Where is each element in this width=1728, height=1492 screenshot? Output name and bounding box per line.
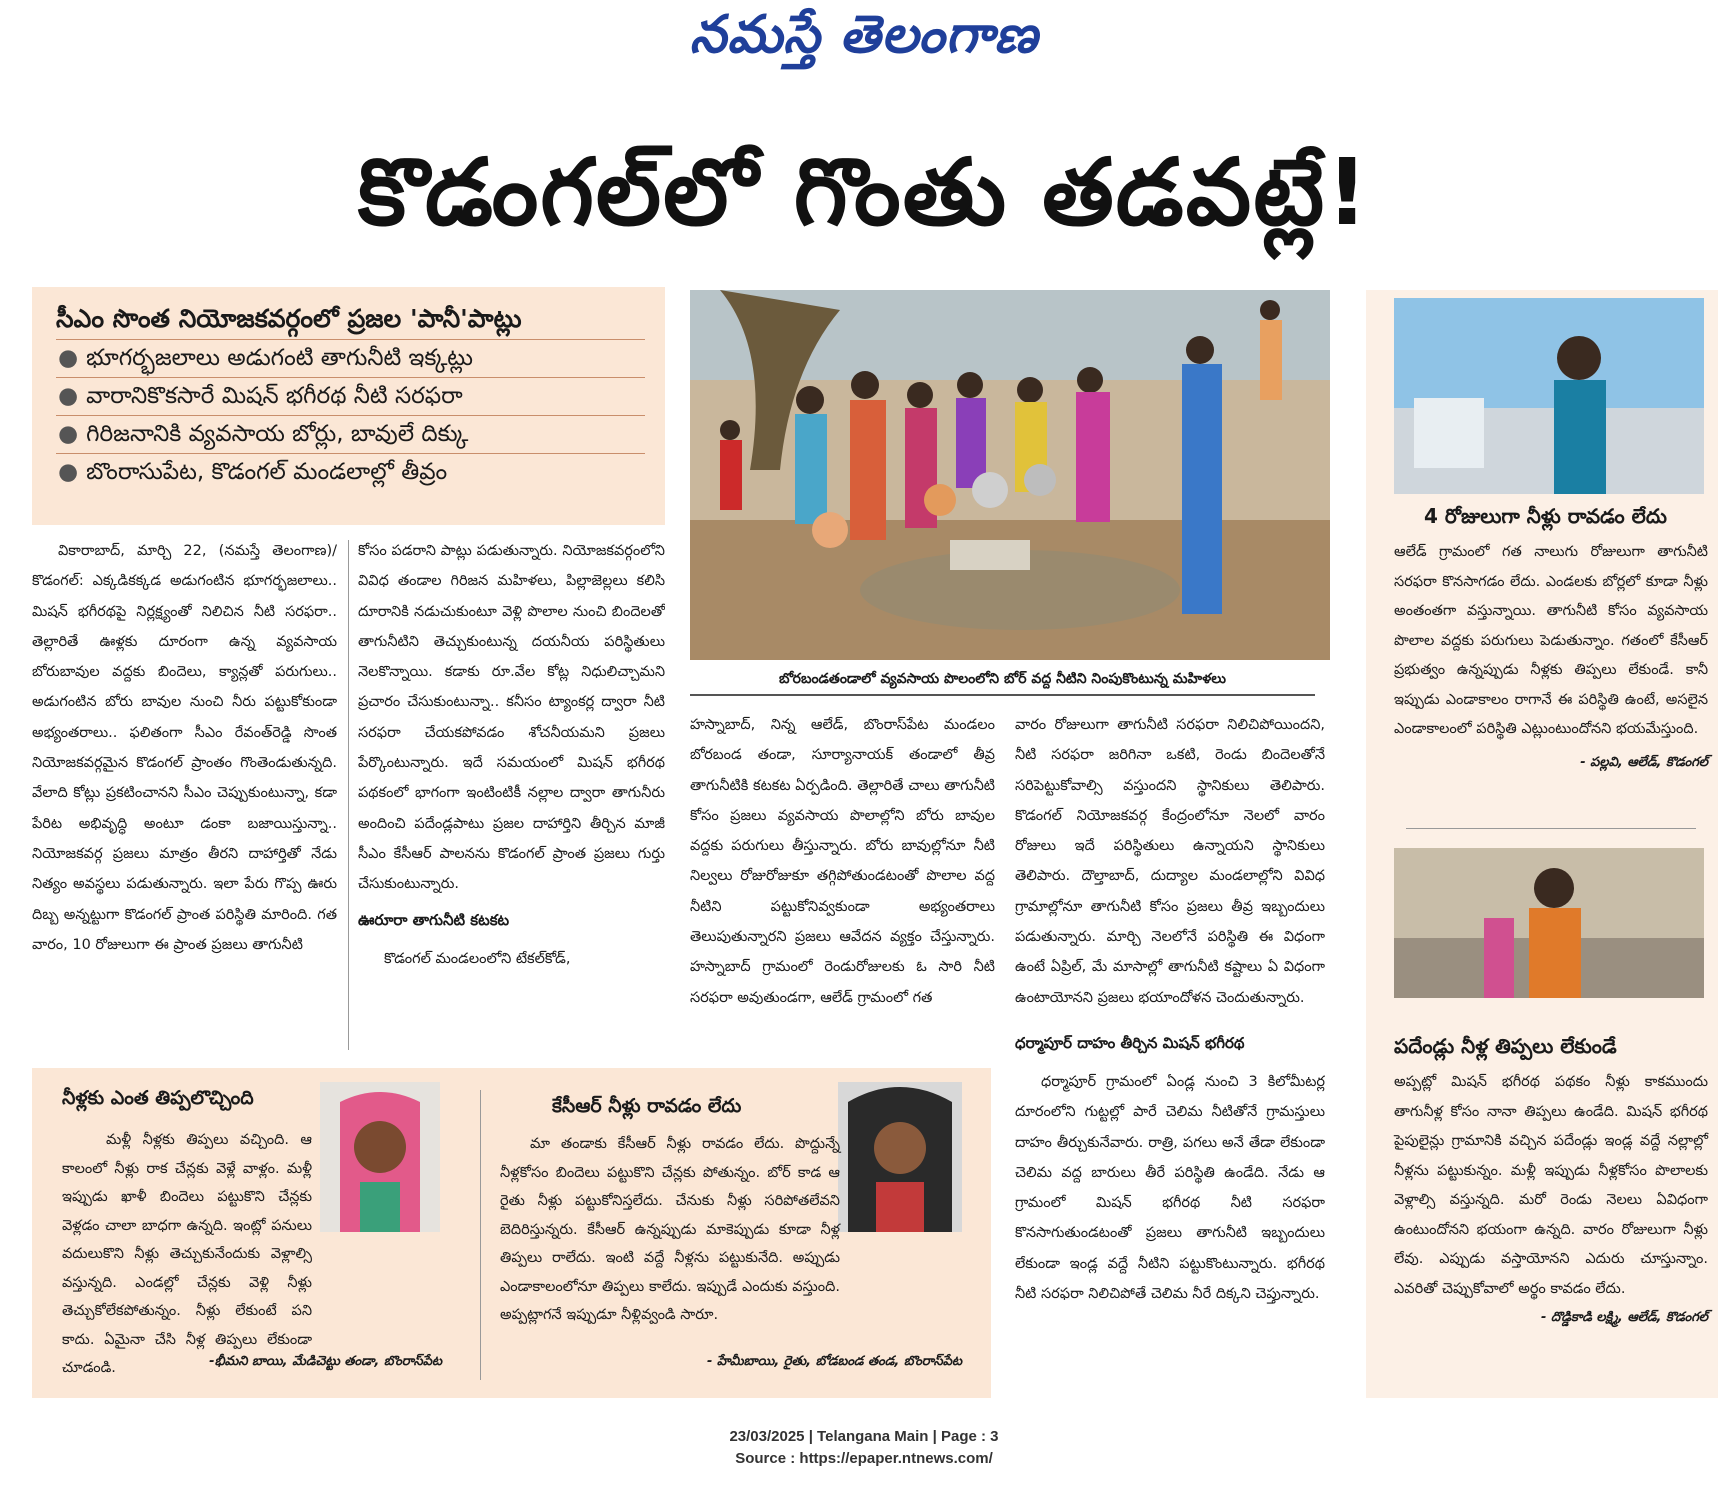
article-text: కొడంగల్ మండలంలోని టేకల్‌కోడ్,: [384, 950, 571, 967]
quote-heading: కేసీఆర్ నీళ్లు రావడం లేదు: [552, 1095, 742, 1117]
quote-heading: 4 రోజులుగా నీళ్లు రావడం లేదు: [1424, 504, 1667, 528]
article-text: కోసం పడరాని పాట్లు పడుతున్నారు. నియోజకవర్గంలోని వివిధ తండాల గిరిజన మహిళలు, పిల్లాజెల్లలు కలిసి దూరానికి నడుచుకుంటూ వెళ్లి పొలాల నుంచి బిందెలతో తాగునీటిని తెచ్చుకుంటున్న దయనీయ పరిస్థితులు నెలకొన్నాయి. కడాకు రూ.వేల కోట్ల నిధులిచ్చామని ప్రచారం చేసుకుంటున్నా.. కనీసం ట్యాంకర్ల ద్వారా నీటి సరఫరా చేయకపోవడం శోచనీయమని ప్రజలు పేర్కొంటున్నారు. ఇదే సమయంలో మిషన్ భగీరథ పథకంలో భాగంగా ఇంటింటికీ నల్లాల ద్వారా తాగునీరు అందించి పదేండ్లపాటు ప్రజల దాహార్తిని తీర్చిన మాజీ సీఎం కేసీఆర్ పాలనను కొడంగల్ ప్రాంత ప్రజలు గుర్తు చేసుకుంటున్నారు.: [358, 543, 665, 893]
right-panel: [1366, 290, 1718, 1398]
portrait-photo-2: [1394, 848, 1704, 998]
photo-caption: బోరబండతండాలో వ్యవసాయ పొలంలోని బోర్ వద్ద నీటిని నింపుకొంటున్న మహిళలు: [690, 662, 1315, 696]
highlights-box: [32, 287, 665, 525]
quote-signature: -భీమని బాయి, మేడిచెట్టు తండా, బొంరాస్‌పేట: [209, 1354, 442, 1369]
footer-date-line: 23/03/2025 | Telangana Main | Page : 3: [729, 1428, 999, 1445]
highlight-item: ● గిరిజనానికి వ్యవసాయ బోర్లు, బావులే దిక్కు: [56, 415, 645, 453]
panel-divider: [1406, 828, 1696, 829]
highlight-item: ● బొంరాసుపేట, కొడంగల్ మండలాల్లో తీవ్రం: [56, 453, 645, 491]
quote-signature: - దొడ్డికాడి లక్ష్మి, ఆలేడ్, కొడంగల్: [1540, 1310, 1708, 1325]
quotes-box: [32, 1068, 991, 1398]
quote-1: [1394, 502, 1708, 773]
main-photo: [690, 290, 1330, 660]
highlight-item: ● భూగర్భజలాలు అడుగంటి తాగునీటి ఇక్కట్లు: [56, 339, 645, 377]
quote-2: [1394, 1032, 1708, 1328]
quote-text: మళ్లీ నీళ్లకు తిప్పలు వచ్చింది. ఆ కాలంలో నీళ్లు రాక చేన్లకు వెళ్లే వాళ్లం. మళ్లీ ఇప్పుడు ఖాళీ బిందెలు పట్టుకొని చేన్లకు వెళ్లడం చాలా బాధగా ఉన్నది. ఇంట్లో పనులు వదులుకొని నీళ్లు తెచ్చుకునేందుకు వెళ్లాల్సి వస్తున్నది. ఎండల్లో చేన్లకు వెళ్లి నీళ్లు తెచ్చుకోలేకపోతున్నం. నీళ్లు లేకుంటే పని కాదు. ఏమైనా చేసి నీళ్ల తిప్పలు లేకుండా చూడండి.: [62, 1132, 312, 1376]
quote-signature: - హేమీబాయి, రైతు, బోడబండ తండ, బొంరాస్‌పేట: [706, 1354, 962, 1369]
quote-heading: పదేండ్లు నీళ్ల తిప్పలు లేకుండే: [1394, 1034, 1617, 1058]
quote-text: మా తండాకు కేసీఆర్ నీళ్లు రావడం లేదు. పొద్దున్నే నీళ్లకోసం బిందెలు పట్టుకొని చేన్లకు పోతున్నం. బోర్ కాడ ఆ రైతు నీళ్లు పట్టుకోనిస్తలేదు. చేనుకు నీళ్లు సరిపోతలేవని బెదిరిస్తున్నరు. కేసీఆర్ ఉన్నప్పుడు మాకెప్పుడు కూడా నీళ్ల తిప్పలు రాలేదు. ఇంటి వద్దే నీళ్లను పట్టుకునేది. అప్పుడు ఎండాకాలంలోనూ తిప్పలు కాలేదు. ఇప్పుడే ఎందుకు వస్తుంది. అప్పట్లాగనే ఇప్పుడూ నీళ్లివ్వండి సారూ.: [500, 1136, 840, 1323]
quote-text: ఆలేడ్ గ్రామంలో గత నాలుగు రోజులుగా తాగునీటి సరఫరా కొనసాగడం లేదు. ఎండలకు బోర్లలో కూడా నీళ్లు అంతంతగా వస్తున్నాయి. తాగునీటి కోసం వ్యవసాయ పొలాల వద్దకు పరుగులు పెడుతున్నాం. గతంలో కేసీఆర్ ప్రభుత్వం ఉన్నప్పుడు నీళ్లకు తిప్పలు లేకుండే. కానీ ఇప్పుడు ఎండాకాలం రాగానే ఈ పరిస్థితి ఉంటే, అసలైన ఎండాకాలంలో పరిస్థితి ఎట్లుంటుందోనని భయమేస్తుంది.: [1394, 544, 1708, 737]
footer-source-link[interactable]: Source : https://epaper.ntnews.com/: [735, 1450, 993, 1467]
quote-signature: - పల్లవి, ఆలేడ్, కొడంగల్: [1580, 754, 1708, 770]
article-column-2: [358, 536, 665, 1052]
highlight-item: ● వారానికొకసారే మిషన్ భగీరథ నీటి సరఫరా: [56, 377, 645, 415]
column-divider: [348, 540, 349, 1050]
portrait-photo-1: [1394, 298, 1704, 494]
quote-divider: [480, 1090, 481, 1380]
article-column-3: [690, 710, 995, 1055]
article-text: హస్నాబాద్, నిన్న ఆలేడ్, బొంరాస్‌పేట మండలం బోరబండ తండా, సూర్యానాయక్ తండాలో తీవ్ర తాగునీటికి కటకట ఏర్పడింది. తెల్లారితే చాలు తాగునీటి కోసం ప్రజలు వ్యవసాయ పొలాల్లోని బోరు బావుల వద్దకు పరుగులు తీస్తున్నారు. బోరు బావుల్లోనూ నీటి నిల్వలు రోజురోజుకూ తగ్గిపోతుండటంతో పొలాల వద్ద నీటిని పట్టుకోనివ్వకుండా అభ్యంతరాలు తెలుపుతున్నారని ప్రజలు ఆవేదన వ్యక్తం చేస్తున్నారు. హస్నాబాద్ గ్రామంలో రెండురోజులకు ఓ సారి నీటి సరఫరా అవుతుండగా, ఆలేడ్ గ్రామంలో గత: [690, 717, 995, 1006]
portrait-photo-4: [838, 1082, 962, 1232]
highlights-title: సీఎం సొంత నియోజకవర్గంలో ప్రజల 'పానీ'పాట్లు: [56, 304, 522, 333]
article-column-4: [1015, 710, 1325, 1400]
quote-text: అప్పట్లో మిషన్ భగీరథ పథకం నీళ్లు కాకముందు తాగునీళ్ల కోసం నానా తిప్పలు ఉండేది. మిషన్ భగీరథ పైపులైన్లు గ్రామానికి వచ్చిన పదేండ్లు ఇండ్ల వద్దే నల్లాల్లో నీళ్లను పట్టుకున్నం. మళ్లీ ఇప్పుడు నీళ్లకోసం పొలాలకు వెళ్లాల్సి వస్తున్నది. మరో రెండు నెలలు ఏవిధంగా ఉంటుందోనని భయంగా ఉన్నది. వారం రోజులుగా నీళ్లు లేవు. ఎప్పుడు వస్తాయోనని ఎదురు చూస్తున్నాం. ఎవరితో చెప్పుకోవాలో అర్థం కావడం లేదు.: [1394, 1074, 1708, 1297]
article-text: ధర్మాపూర్ గ్రామంలో ఏండ్ల నుంచి 3 కిలోమీటర్ల దూరంలోని గుట్టల్లో పారే చెలిమ నీటితోనే గ్రామస్తులు దాహం తీర్చుకునేవారు. రాత్రి, పగలు అనే తేడా లేకుండా చెలిమ వద్ద బారులు తీరే పరిస్థితి ఉండేది. నేడు ఆ గ్రామంలో మిషన్ భగీరథ నీటి సరఫరా కొనసాగుతుండటంతో ప్రజలు తాగునీటి ఇబ్బందులు లేకుండా ఇండ్ల వద్దే నీటిని పట్టుకొంటున్నారు. భగీరథ నీటి సరఫరా నిలిచిపోతే చెలిమ నీరే దిక్కని చెప్తున్నారు.: [1015, 1073, 1325, 1303]
article-text: వారం రోజులుగా తాగునీటి సరఫరా నిలిచిపోయిందని, నీటి సరఫరా జరిగినా ఒకటి, రెండు బిందెలతోనే సరిపెట్టుకోవాల్సి వస్తుందని స్థానికులు తెలిపారు. కొడంగల్ నియోజకవర్గ కేంద్రంలోనూ నెలలో వారం రోజులు ఇదే పరిస్థితులు ఉన్నాయని స్థానికులు తెలిపారు. దౌల్తాబాద్, దుద్యాల మండలాల్లోని వివిధ గ్రామాల్లోనూ తాగునీటి కోసం ప్రజలు తీవ్ర ఇబ్బందులు పడుతున్నారు. మార్చి నెలలోనే పరిస్థితి ఈ విధంగా ఉంటే ఏప్రిల్, మే మాసాల్లో తాగునీటి కష్టాలు ఏ విధంగా ఉంటాయోనని ప్రజలు భయాందోళన చెందుతున్నారు.: [1015, 717, 1325, 1006]
article-subhead: ధర్మాపూర్ దాహం తీర్చిన మిషన్ భగీరథ: [1015, 1033, 1245, 1052]
quote-heading: నీళ్లకు ఎంత తిప్పలొచ్చింది: [62, 1087, 254, 1109]
masthead-logo: నమస్తే తెలంగాణ: [689, 4, 1039, 65]
article-column-1: [32, 536, 337, 1052]
portrait-photo-3: [320, 1082, 440, 1232]
article-subhead: ఊరూరా తాగునీటి కటకట: [358, 910, 510, 929]
article-text: వికారాబాద్, మార్చి 22, (నమస్తే తెలంగాణ)/కొడంగల్: ఎక్కడికక్కడ అడుగంటిన భూగర్భజలాలు.. మిషన్ భగీరథపై నిర్లక్ష్యంతో నిలిచిన నీటి సరఫరా.. తెల్లారితే ఊళ్లకు దూరంగా ఉన్న వ్యవసాయ బోరుబావుల వద్దకు బిందెలు, క్యాన్లతో పరుగులు.. అడుగంటిన బోరు బావుల నుంచి నీరు పట్టుకోకుండా అభ్యంతరాలు.. ఫలితంగా సీఎం రేవంత్‌రెడ్డి సొంత నియోజకవర్గమైన కొడంగల్ ప్రాంతం గొంతెండుతున్నది. వేలాది కోట్లు ప్రకటించానని సీఎం చెప్పుకుంటున్నా, కడా పేరిట అభివృద్ధి అంటూ డంకా బజాయిస్తున్నా.. నియోజకవర్గ ప్రజలు మాత్రం తీరని దాహార్తితో నేడు నిత్యం అవస్థలు పడుతున్నారు. ఇలా పేరు గొప్ప ఊరు దిబ్బ అన్నట్టుగా కొడంగల్ ప్రాంత పరిస్థితి మారింది. గత వారం, 10 రోజులుగా ఈ ప్రాంత ప్రజలు తాగునీటి: [32, 543, 337, 953]
headline: కొడంగల్‌లో గొంతు తడవట్లే!: [357, 139, 1371, 246]
footer: [0, 1426, 1728, 1470]
